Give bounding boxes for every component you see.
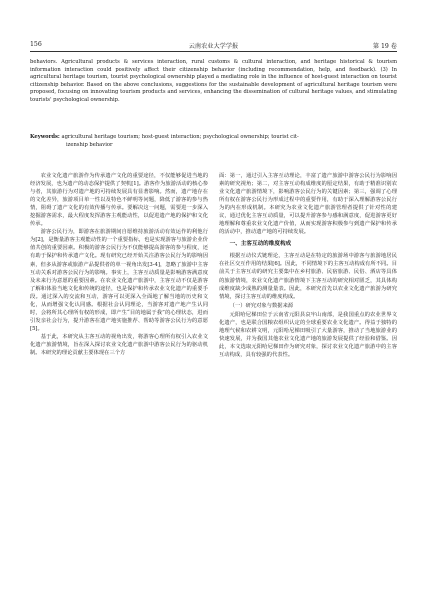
body-paragraph: 游客公民行为，即游客在旅游期间自愿维持旅游活动有效运作的利他行为[2]，是衡量游客主观能动性的一个重要指标，也是实现游客与旅游企业价值共创的重要因素。积极的游客公民行为不仅能够提高游客的参与程度，还有助于保护和传承遗产文化。现有研究已经开始关注游客公民行为的影响因素，但多从游客或旅游产品提供者的单一视角出发[3-4]，忽略了旅游中主客互动关系对游客公民行为的影响。事实上，主客互动质量是影响游客满意度及未来行为意愿的重要因素。在农业文化遗产旅游中，主客互动不仅是游客了解和体验当地文化和传统的途径，也是保护和传承农业文化遗产的重要手段。通过深入的交流和互动，游客可以更深入全面地了解当地的历史和文化，从而增强文化认同感。根据社会认同理论，当游客对遗产地产生认同时，会将所其心理所有权的形成，即产生“目的地属于我”的心理状态，进而引发亲社会行为，提升游客在遗产地实施推荐、帮助等游客公民行为的意愿[5]。 xyxy=(30,229,208,332)
body-paragraph: 元阳哈尼梯田位于云南省元阳县哀牢山南部，是我国重点的农业世界文化遗产，也是联合国粮农组织认定的全球重要农业文化遗产。得益于独特的地理气候和农耕文明，元阳哈尼梯田吸引了大量游客，推动了当地旅游业的快速发展，并为我国其他农业文化遗产地的旅游发展提供了经验和借鉴。因此，本文选取元阳哈尼梯田作为研究对象，探讨农业文化遗产旅游中的主客互动构成，具有较强的代表性。 xyxy=(219,312,397,359)
journal-name: 云南农业大学学报 xyxy=(188,43,239,50)
keywords-label: Keywords: xyxy=(30,134,60,140)
english-abstract: behaviors. Agricultural products & services interaction, rural customs & cultural interaction, and heritage historical & tourism information interaction could positively affect their citizenship behavior (including recommendation, help, and feedback). (3) In agricultural heritage tourism, tourist psychological ownership played a mediating role in the influence of host-guest interaction on tourist citizenship behavior. Based on the above conclusions, suggestions for the sustainable development of agricultural heritage tourism were proposed, focusing on innovating tourism products and services, enhancing the dissemination of cultural heritage values, and stimulating tourists' psychological ownership. xyxy=(30,59,397,103)
keywords-text: agricultural heritage tourism; host-guest interaction; psychological ownership; tourist cit- xyxy=(61,134,299,140)
body-paragraph: 面：第一，通过引入主客互动理论，丰富了遗产旅游中游客公民行为影响因素的研究视角；第二，对主客互动构成维度的厘定结果，有助于精准识别农业文化遗产旅游情境下，影响游客公民行为的关键因素；第三，强调了心理所有权在游客公民行为形成过程中的重要作用，有助于深入理解游客公民行为的内在形成机制。本研究为农业文化遗产旅游管理者提供了针对性的建议，通过优化主客互动质量，可以提升游客参与感和满意度，促进游客更好地理解和尊重农业文化遗产价值，从而实现游客积极参与到遗产保护和传承的活动中，推动遗产地的可持续发展。 xyxy=(219,173,397,236)
left-column xyxy=(30,172,208,357)
subsection-heading: （一）研究对象与数据来源 xyxy=(229,302,294,309)
page-number: 156 xyxy=(30,41,42,48)
section-heading: 一、主客互动的维度构成 xyxy=(229,241,292,248)
volume-label: 第 19 卷 xyxy=(372,43,397,50)
page-header xyxy=(30,40,397,52)
keywords-continuation: izenship behavior xyxy=(66,141,113,148)
body-paragraph: 基于此，本研究从主客互动的视角出发，将游客心理所有权引入农业文化遗产旅游情境，旨在深入探讨农业文化遗产旅游中游客公民行为的驱动机制。本研究的理论贡献主要体现在三个方 xyxy=(30,333,208,357)
keywords xyxy=(30,134,397,149)
body-paragraph: 农业文化遗产旅游作为传承遗产文化的重要途径，不仅能够促进当地的经济发展，也为遗产的动态保护提供了契机[1]。游客作为旅游活动的核心参与者，其旅游行为对遗产地的可持续发展具有显著影响。然而，遗产地存在的文化差异，旅游项目单一性以及特色不鲜明等问题，降低了游客的参与热情，阻碍了遗产文化的有效传播与传承。要解决这一问题，需要进一步深入挖掘游客需求，最大程度发挥游客主观能动性，以促进遗产地的保护和文化传承。 xyxy=(30,173,208,228)
right-column xyxy=(219,172,397,360)
body-paragraph: 根据互动仪式链理论，主客互动是在特定的旅游场中游客与旅游地居民在社区交互作用的结果[6]。因此，不同情境下的主客互动构成有所不同。目前关于主客互动的研究主要集中在乡村旅游、民宿旅游、民俗、酒店等具体的旅游情境，农业文化遗产旅游情境下主客互动的研究相对匮乏，其具体构成维度缺少成熟的测量量表。因此，本研究首先以农业文化遗产旅游为研究情境，探讨主客互动的维度构成。 xyxy=(219,253,397,300)
